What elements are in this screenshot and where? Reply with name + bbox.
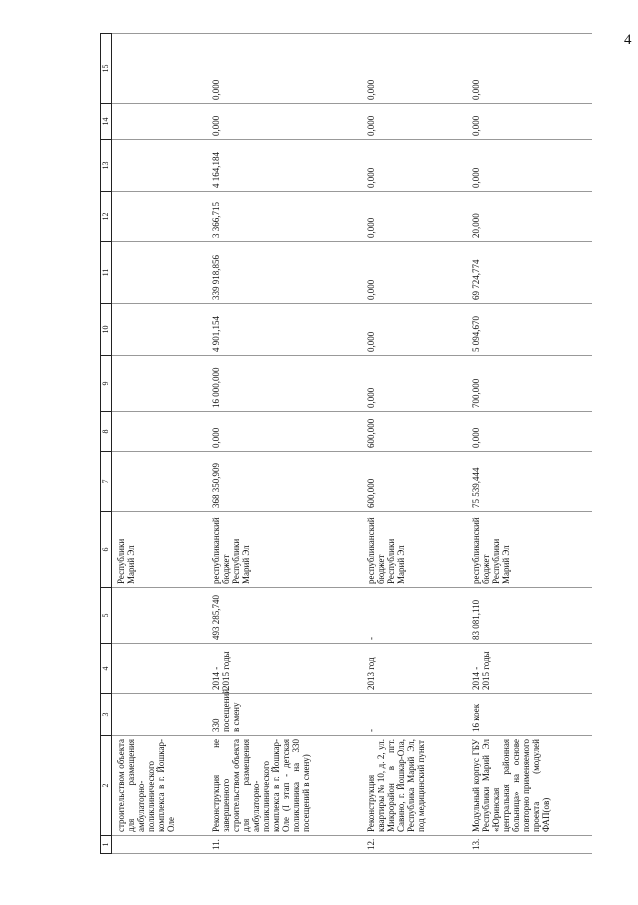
column-header: 5 — [101, 588, 112, 644]
cell-value — [112, 412, 207, 452]
cell-number — [112, 836, 207, 854]
cell-number: 11. — [207, 836, 362, 854]
cell-value: 0,000 — [362, 104, 467, 140]
column-header: 14 — [101, 104, 112, 140]
table-row — [467, 34, 592, 854]
column-header: 13 — [101, 140, 112, 192]
cell-value: 0,000 — [362, 34, 467, 104]
cell-value: 0,000 — [362, 140, 467, 192]
cell-value: 0,000 — [362, 192, 467, 242]
cell-value — [112, 356, 207, 412]
cell-value — [112, 104, 207, 140]
column-header: 15 — [101, 34, 112, 104]
cell-number: 12. — [362, 836, 467, 854]
table-row — [112, 34, 207, 854]
cell-value — [112, 192, 207, 242]
budget-table — [100, 33, 592, 854]
cell-value: 339 918,856 — [207, 242, 362, 304]
cell-value: 700,000 — [467, 356, 592, 412]
cell-value: 0,000 — [362, 242, 467, 304]
cell-value: 4 901,154 — [207, 304, 362, 356]
cell-object-name: Реконструкция квартиры № 10, д. 2, ул. Микрорайон в пгт. Савино, г. Йошкар-Ола, Республика Марий Эл, под медицинский пункт — [362, 736, 467, 836]
cell-value: 0,000 — [467, 412, 592, 452]
column-header: 11 — [101, 242, 112, 304]
cell-estimated-cost: 493 285,740 — [207, 588, 362, 644]
column-header: 6 — [101, 512, 112, 588]
cell-value: 5 094,670 — [467, 304, 592, 356]
table-row — [207, 34, 362, 854]
cell-value — [112, 452, 207, 512]
cell-value — [112, 304, 207, 356]
column-number-row — [101, 34, 112, 854]
column-header: 4 — [101, 644, 112, 694]
cell-object-name: строительством объекта для размещения амбулаторно-поликлинического комплекса в г. Йошкар-Оле — [112, 736, 207, 836]
cell-value: 0,000 — [207, 104, 362, 140]
cell-value — [112, 242, 207, 304]
cell-period — [112, 644, 207, 694]
cell-value: 4 164,184 — [207, 140, 362, 192]
cell-funding-source: республиканский бюджет Республики Марий Эл — [362, 512, 467, 588]
cell-value: 0,000 — [207, 412, 362, 452]
cell-capacity: 16 коек — [467, 694, 592, 736]
cell-object-name: Модульный корпус ГБУ Республики Марий Эл «Юринская центральная районная больница» на основе повторно применяемого проекта (модулей ФАП(ов) — [467, 736, 592, 836]
cell-funding-source: республиканский бюджет Республики Марий Эл — [207, 512, 362, 588]
rotated-table-container — [100, 34, 590, 854]
cell-capacity — [112, 694, 207, 736]
cell-value: 75 539,444 — [467, 452, 592, 512]
cell-value: 600,000 — [362, 412, 467, 452]
cell-value — [112, 140, 207, 192]
cell-value: 20,000 — [467, 192, 592, 242]
cell-value: 0,000 — [207, 34, 362, 104]
cell-value: 0,000 — [362, 304, 467, 356]
cell-object-name: Реконструкция не завершенного строительством объекта для размещения амбулаторно-поликлинического комплекса в г. Йошкар-Оле (I этап - детская поликлиника на 330 посещений в смену) — [207, 736, 362, 836]
column-header: 3 — [101, 694, 112, 736]
cell-estimated-cost — [112, 588, 207, 644]
column-header: 8 — [101, 412, 112, 452]
cell-period: 2013 год — [362, 644, 467, 694]
cell-value: 0,000 — [467, 140, 592, 192]
cell-value: 16 000,000 — [207, 356, 362, 412]
cell-value: 0,000 — [467, 104, 592, 140]
cell-funding-source: республиканский бюджет Республики Марий Эл — [467, 512, 592, 588]
cell-value: 0,000 — [362, 356, 467, 412]
column-header: 12 — [101, 192, 112, 242]
cell-capacity: - — [362, 694, 467, 736]
cell-capacity: 330 посещений в смену — [207, 694, 362, 736]
cell-period: 2014 - 2015 годы — [467, 644, 592, 694]
table-row — [362, 34, 467, 854]
cell-estimated-cost: - — [362, 588, 467, 644]
cell-value: 3 366,715 — [207, 192, 362, 242]
cell-value: 600,000 — [362, 452, 467, 512]
column-header: 2 — [101, 736, 112, 836]
column-header: 1 — [101, 836, 112, 854]
column-header: 7 — [101, 452, 112, 512]
cell-estimated-cost: 83 081,110 — [467, 588, 592, 644]
page-number: 4 — [624, 32, 632, 48]
cell-number: 13. — [467, 836, 592, 854]
cell-funding-source: Республики Марий Эл — [112, 512, 207, 588]
column-header: 10 — [101, 304, 112, 356]
cell-value: 368 350,909 — [207, 452, 362, 512]
cell-value: 69 724,774 — [467, 242, 592, 304]
cell-value: 0,000 — [467, 34, 592, 104]
cell-period: 2014 - 2015 годы — [207, 644, 362, 694]
cell-value — [112, 34, 207, 104]
column-header: 9 — [101, 356, 112, 412]
